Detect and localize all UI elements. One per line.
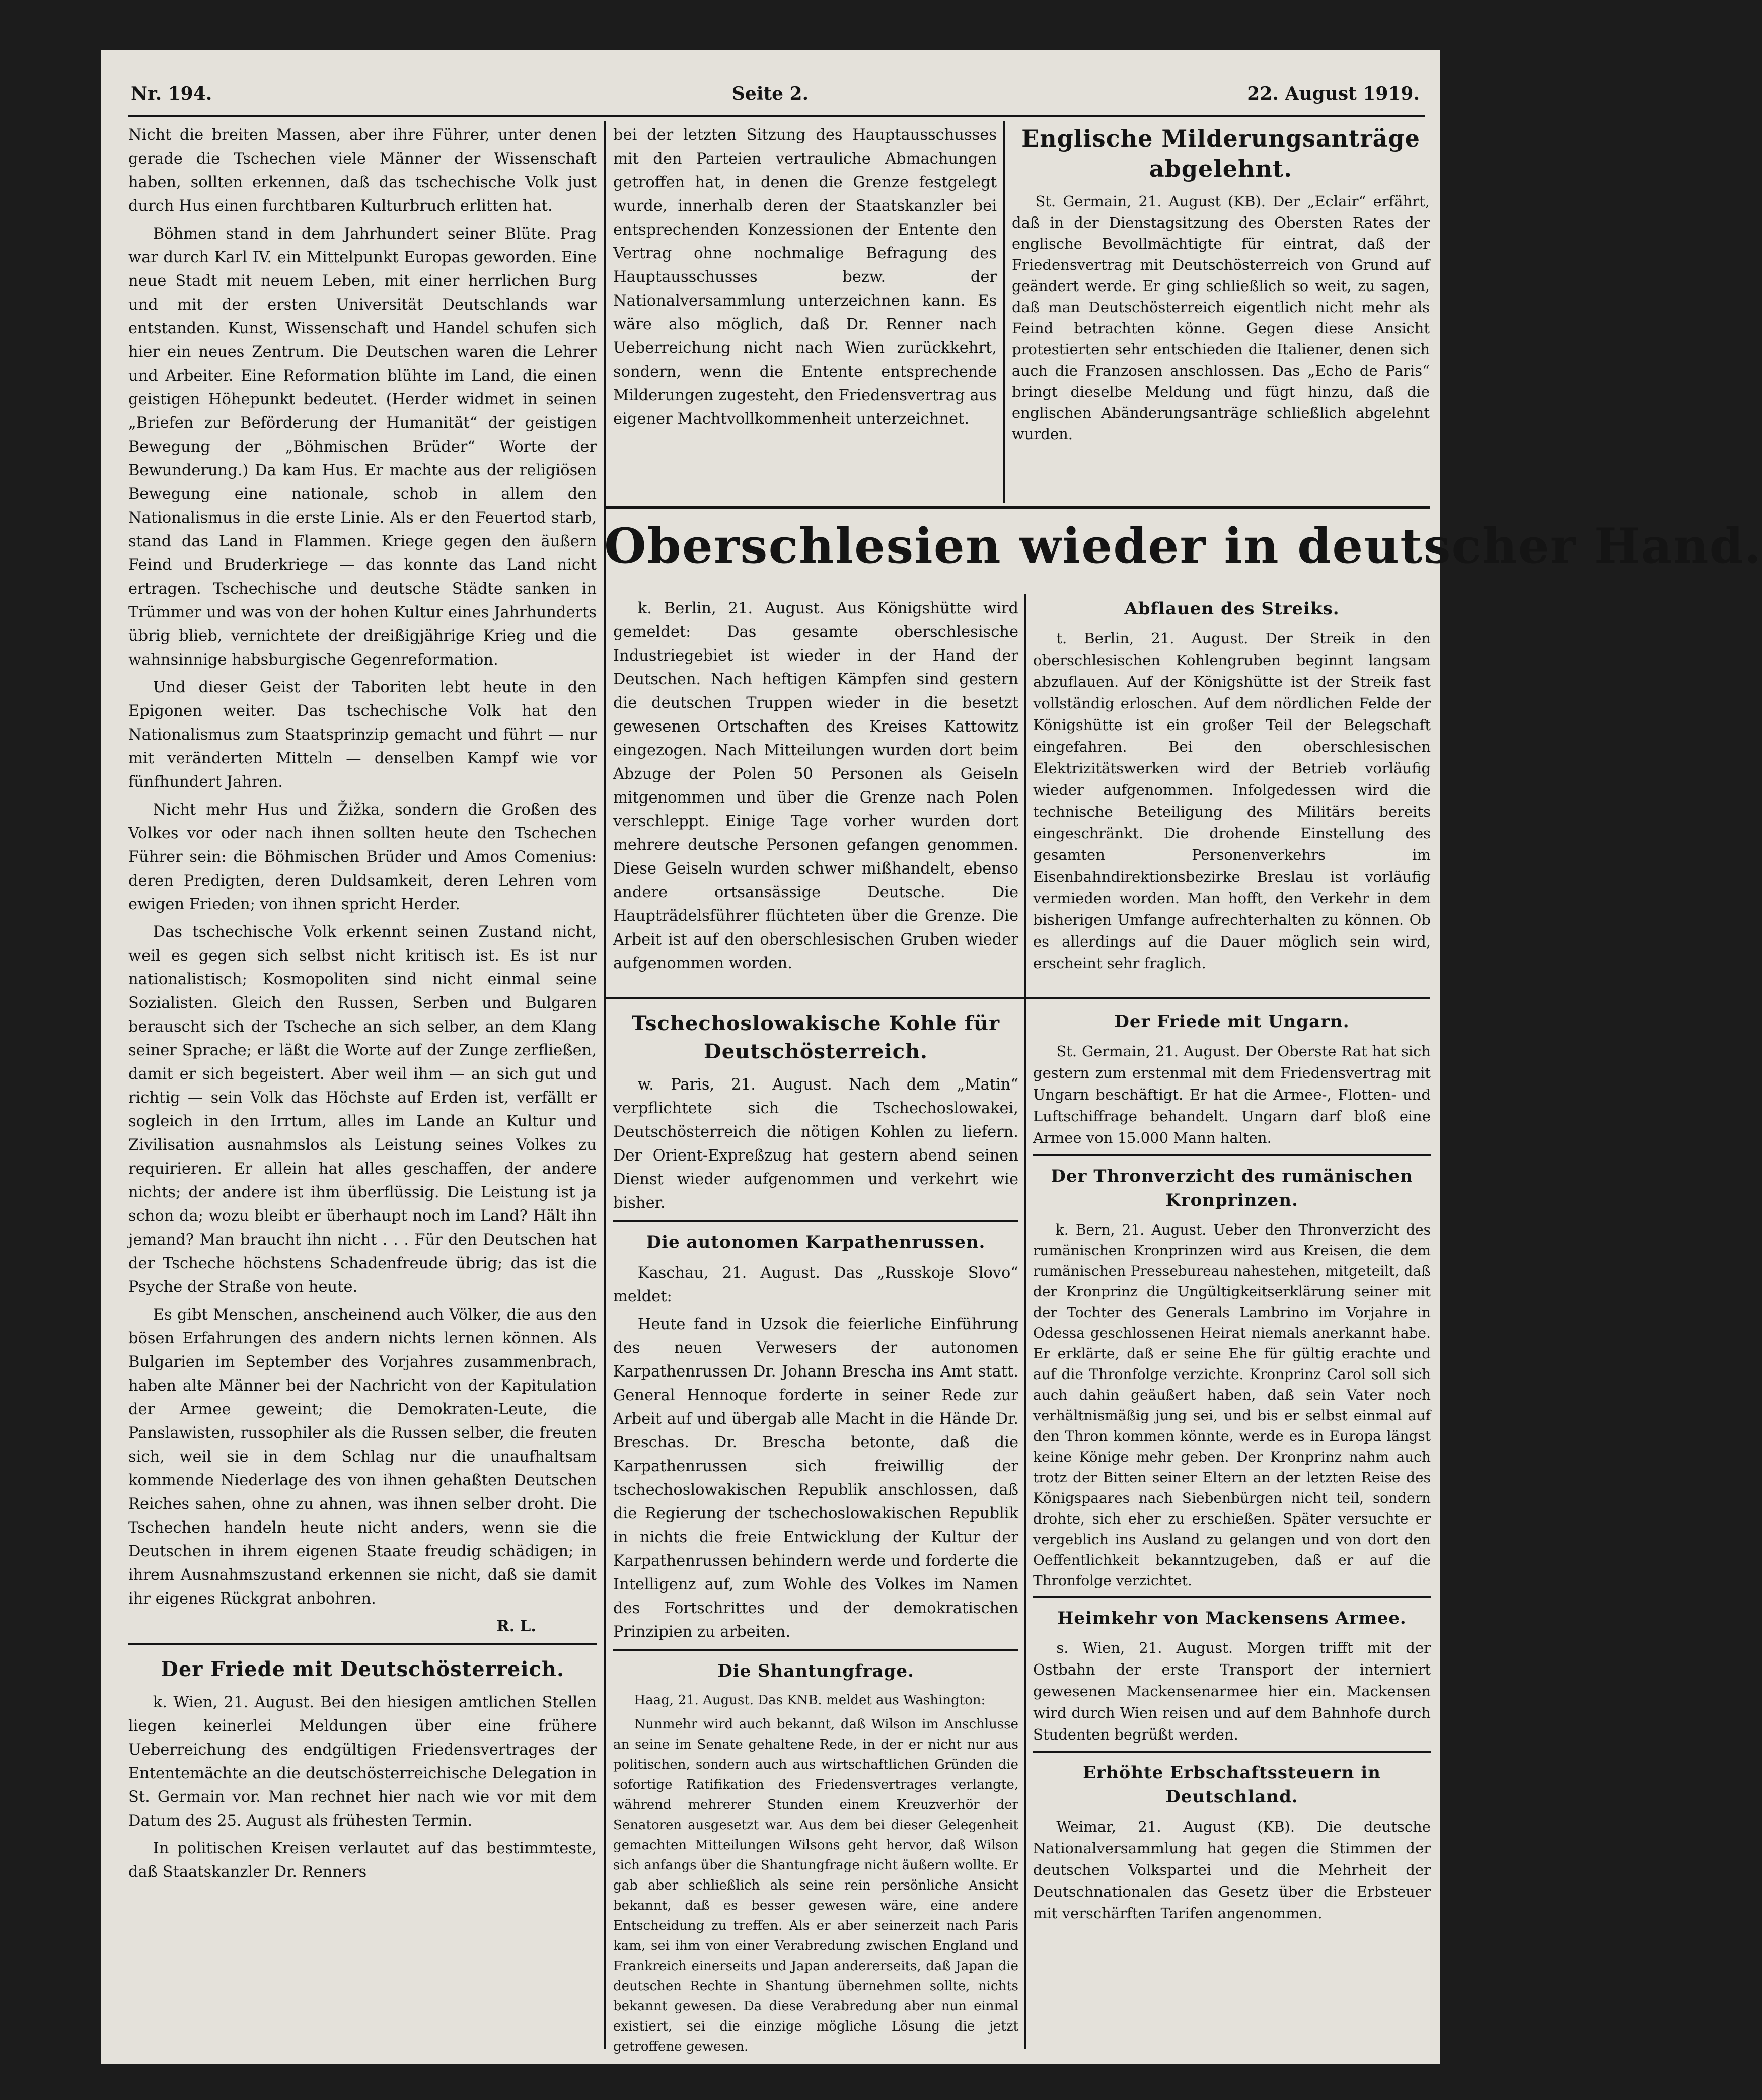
paragraph: Weimar, 21. August (KB). Die deutsche Nationalversammlung hat gegen die Stimmen der deutschen Volkspartei und die Mehrheit der Deutschnationalen das Gesetz über die Erbsteuer mit verschärften Tarifen angenommen. (1033, 1818, 1431, 1922)
article-headline: Heimkehr von Mackensens Armee. (1057, 1608, 1407, 1628)
paragraph: St. Germain, 21. August. Der Oberste Rat hat sich gestern zum erstenmal mit dem Friedensvertrag mit Ungarn beschäftigt. Er hat die Armee-, Flotten- und Luftschiffrage behandelt. Ungarn darf bloß eine Armee von 15.000 Mann halten. (1033, 1043, 1431, 1146)
article-rule (613, 1220, 1018, 1222)
paragraph: Nicht mehr Hus und Žižka, sondern die Großen des Volkes vor oder nach ihnen sollten heute den Tschechen Führer sein: die Böhmischen Brüder und Amos Comenius: deren Predigten, deren Duldsamkeit, deren Lehren vom ewigen Frieden; von ihnen spricht Herder. (128, 801, 597, 913)
column-rule-2 (1003, 121, 1005, 503)
paragraph: k. Bern, 21. August. Ueber den Thronverzicht des rumänischen Kronprinzen wird aus Kreisen, die dem rumänischen Pressebureau nahestehen, mitgeteilt, daß der Kronprinz die Ungültigkeitserklärung seiner mit der Tochter des Generals Lambrino im Vorjahre in Odessa geschlossenen Heirat niemals anerkannt habe. Er erklärte, daß er seine Ehe für gültig erachte und auf die Thronfolge verzichte. Kronprinz Carol soll sich auch dahin geäußert haben, daß sein Vater noch verhältnismäßig jung sei, und bis er selbst einmal auf den Thron kommen könnte, werde es in Europa längst keine Könige mehr geben. Der Kronprinz nahm auch trotz der Bitten seiner Eltern an der letzten Reise des Königspaares nach Siebenbürgen nicht teil, sondern drohte, sich eher zu erschießen. Später versuchte er vergeblich ins Ausland zu gelangen und von dort den Oeffentlichkeit bekanntzugeben, daß er auf die Thronfolge verzichtet. (1033, 1221, 1431, 1589)
column-right-top (1012, 123, 1430, 506)
article-headline: Englische Milderungsanträge abgelehnt. (1021, 125, 1420, 182)
paragraph: w. Paris, 21. August. Nach dem „Matin“ verpflichtete sich die Tschechoslowakei, Deutschösterreich die nötigen Kohlen zu liefern. Der Orient-Expreßzug hat gestern abend seinen Dienst wieder aufgenommen und verkehrt wie bisher. (613, 1076, 1018, 1212)
banner-rule-top (604, 506, 1430, 509)
article-headline: Die Shantungfrage. (717, 1661, 914, 1681)
article-rule (1033, 1154, 1431, 1156)
article-silesia (613, 597, 1018, 994)
issue-number: Nr. 194. (131, 83, 212, 104)
author-signature: R. L. (496, 1617, 536, 1635)
paragraph: Haag, 21. August. Das KNB. meldet aus Washington: (634, 1693, 986, 1708)
article-rule (128, 1643, 597, 1645)
article-rule (1033, 1596, 1431, 1598)
article-rule (613, 1649, 1018, 1651)
paragraph: s. Wien, 21. August. Morgen trifft mit der Ostbahn der erste Transport der interniert gewesenen Mackensenarmee hier ein. Mackensen wird durch Wien reisen und auf dem Bahnhofe durch Studenten begrüßt werden. (1033, 1639, 1431, 1743)
column-right-lower (1033, 1009, 1431, 2052)
banner-rule-bottom (604, 997, 1430, 999)
issue-date: 22. August 1919. (1247, 83, 1420, 104)
paragraph: Heute fand in Uzsok die feierliche Einführung des neuen Verwesers der autonomen Karpathenrussen Dr. Johann Brescha ins Amt statt. General Hennoque forderte in seiner Rede zur Arbeit auf und übergab alle Macht in die Hände Dr. Breschas. Dr. Brescha betonte, daß die Karpathenrussen sich freiwillig der tschechoslowakischen Republik anschlossen, daß die Regierung der tschechoslowakischen Republik in nichts die freie Entwicklung der Kultur der Karpathenrussen behindern werde und forderte die Intelligenz auf, zum Wohle des Volkes im Namen des Fortschrittes und der demokratischen Prinzipien zu arbeiten. (613, 1316, 1018, 1641)
article-headline: Erhöhte Erbschaftssteuern in Deutschland. (1083, 1763, 1381, 1807)
paragraph: Böhmen stand in dem Jahrhundert seiner Blüte. Prag war durch Karl IV. ein Mittelpunkt Europas geworden. Eine neue Stadt mit neuem Leben, mit einer herrlichen Burg und mit der ersten Universität Deutschlands war entstanden. Kunst, Wissenschaft und Handel schufen sich hier ein neues Zentrum. Die Deutschen waren die Lehrer und Arbeiter. Eine Reformation blühte im Land, die einen geistigen Höhepunkt bedeutet. (Herder widmet in seinen „Briefen zur Beförderung der Humanität“ der geistigen Bewegung der „Böhmischen Brüder“ Worte der Bewunderung.) Da kam Hus. Er machte aus der religiösen Bewegung eine nationale, schob in allem den Nationalismus in die erste Linie. Als er den Feuertod starb, stand das Land in Flammen. Kriege gegen den äußern Feind und Bruderkriege — das konnte das Land nicht ertragen. Tschechische und deutsche Städte sanken in Trümmer und was von der hohen Kultur eines Jahrhunderts übrig blieb, vernichtete der dreißigjährige Krieg und die wahnsinnige habsburgische Gegenreformation. (128, 225, 597, 669)
paragraph: bei der letzten Sitzung des Hauptausschusses mit den Parteien vertrauliche Abmachungen getroffen hat, in denen die Grenze festgelegt wurde, innerhalb deren der Staatskanzler bei entsprechenden Konzessionen der Entente den Vertrag ohne nochmalige Befragung des Hauptausschusses bezw. der Nationalversammlung unterzeichnen kann. Es wäre also möglich, daß Dr. Renner nach Ueberreichung nicht nach Wien zurückkehrt, sondern, wenn die Entente entsprechende Milderungen zugesteht, den Friedensvertrag aus eigener Machtvollkommenheit unterzeichnet. (613, 126, 997, 428)
paragraph: St. Germain, 21. August (KB). Der „Eclair“ erfährt, daß in der Dienstagsitzung des Obersten Rates der englische Bevollmächtigte für eintrat, daß der Friedensvertrag mit Deutschösterreich von Grund auf geändert werde. Er ging schließlich so weit, zu sagen, daß man Deutschösterreich eigentlich nicht mehr als Feind betrachten könne. Gegen diese Ansicht protestierten sehr entschieden die Italiener, denen sich auch die Franzosen anschlossen. Das „Echo de Paris“ bringt dieselbe Meldung und fügt hinzu, daß die englischen Abänderungsanträge schließlich abgelehnt wurden. (1012, 193, 1430, 443)
column-left (128, 123, 597, 2052)
banner-headline: Oberschlesien wieder in deutscher Hand. (604, 518, 1762, 574)
article-headline: Der Friede mit Ungarn. (1114, 1011, 1350, 1032)
paragraph: Kaschau, 21. August. Das „Russkoje Slovo“ meldet: (613, 1264, 1018, 1306)
paragraph: Es gibt Menschen, anscheinend auch Völker, die aus den bösen Erfahrungen des andern nichts lernen können. Als Bulgarien im September des Vorjahres zusammenbrach, haben alte Männer bei der Nachricht von der Kapitulation der Armee geweint; die Demokraten-Leute, die Panslawisten, russophiler als die Russen selber, die freuten sich, weil sie in dem Schlag nur die unaufhaltsam kommende Niederlage des von ihnen gehaßten Deutschen Reiches sahen, ohne zu ahnen, was ihnen selber droht. Die Tschechen handeln heute nicht anders, wenn sie die Deutschen in ihrem eigenen Staate freudig schädigen; in ihrem Ausnahmszustand erkennen sie nicht, daß sie damit ihr eigenes Rückgrat anbohren. (128, 1306, 597, 1608)
article-rule (1033, 1751, 1431, 1753)
paragraph: Das tschechische Volk erkennt seinen Zustand nicht, weil es gegen sich selbst nicht kritisch ist. Es ist nur nationalistisch; Kosmopoliten sind nicht einmal seine Sozialisten. Gleich den Russen, Serben und Bulgaren berauscht sich der Tscheche an sich selber, an dem Klang seiner Sprache; er läßt die Worte auf der Zunge zerfließen, damit er sich begeistert. Aber weil ihm — an sich gut und richtig — sein Volk das Höchste auf Erden ist, verfällt er sogleich in den Irrtum, alles im Lande an Kultur und Zivilisation ausnahmslos als Leistung seines Volkes zu requirieren. Er allein hat alles geschaffen, der andere nichts; der andere ist ihm überflüssig. Die Leistung ist ja schon da; wozu bleibt er überhaupt noch im Land? Hält ihn jemand? Man braucht ihn nicht . . . Für den Deutschen hat der Tscheche höchstens Schadenfreude übrig; das ist die Psyche der Straße von heute. (128, 923, 597, 1296)
column-rule-1 (604, 121, 606, 2049)
paragraph: Nunmehr wird auch bekannt, daß Wilson im Anschlusse an seine im Senate gehaltene Rede, in der er nicht nur aus politischen, sondern auch aus wirtschaftlichen Gründen die sofortige Ratifikation des Friedensvertrages verlangte, während mehrerer Stunden einem Kreuzverhör der Senatoren ausgesetzt war. Aus dem bei dieser Gelegenheit gemachten Mitteilungen Wilsons geht hervor, daß Wilson sich anfangs über die Shantungfrage nicht äußern wollte. Er gab aber schließlich als seine rein persönliche Ansicht bekannt, daß es besser gewesen wäre, eine andere Entscheidung zu treffen. Als er aber seinerzeit nach Paris kam, sei ihm von einer Verabredung zwischen England und Frankreich einerseits und Japan andererseits, daß Japan die deutschen Rechte in Shantung übernehmen sollte, nichts bekannt gewesen. Da diese Verabredung aber nun einmal existiert, sei die einzige mögliche Lösung die jetzt getroffene gewesen. (613, 1717, 1018, 2054)
article-headline: Tschechoslowakische Kohle für Deutschösterreich. (631, 1011, 1000, 1063)
paragraph: Nicht die breiten Massen, aber ihre Führer, unter denen gerade die Tschechen viele Männer der Wissenschaft haben, sollten erkennen, daß das tschechische Volk just durch Hus einen furchtbaren Kulturbruch erlitten hat. (128, 126, 597, 215)
paragraph: k. Wien, 21. August. Bei den hiesigen amtlichen Stellen liegen keinerlei Meldungen über eine frühere Ueberreichung des endgültigen Friedensvertrages der Ententemächte an die deutschösterreichische Delegation in St. Germain vor. Man rechnet hier nach wie vor mit dem Datum des 25. August als frühesten Termin. (128, 1694, 597, 1830)
column-rule-3 (1024, 594, 1026, 2049)
page-number: Seite 2. (731, 83, 809, 104)
header-rule (128, 115, 1425, 117)
article-headline: Die autonomen Karpathenrussen. (646, 1232, 986, 1252)
column-middle-top (613, 123, 997, 506)
article-headline: Der Thronverzicht des rumänischen Kronprinzen. (1051, 1166, 1413, 1210)
newspaper-page (101, 50, 1762, 2064)
paragraph: Und dieser Geist der Taboriten lebt heute in den Epigonen weiter. Das tschechische Volk hat den Nationalismus zum Staatsprinzip gemacht und führt — nur mit veränderten Mitteln — denselben Kampf wie vor fünfhundert Jahren. (128, 679, 597, 791)
paragraph: k. Berlin, 21. August. Aus Königshütte wird gemeldet: Das gesamte oberschlesische Industriegebiet ist wieder in der Hand der Deutschen. Nach heftigen Kämpfen sind gestern die deutschen Truppen wieder in die besetzt gewesenen Ortschaften des Kreises Kattowitz eingezogen. Nach Mitteilungen wurden dort beim Abzuge der Polen 50 Personen als Geiseln mitgenommen und über die Grenze nach Polen verschleppt. Einige Tage vorher wurden dort mehrere deutsche Personen gefangen genommen. Diese Geiseln wurden schwer mißhandelt, ebenso andere ortsansässige Deutsche. Die Haupträdelsführer flüchteten über die Grenze. Die Arbeit ist auf den oberschlesischen Gruben wieder aufgenommen worden. (613, 600, 1018, 972)
article-headline: Abflauen des Streiks. (1124, 599, 1340, 619)
article-headline: Der Friede mit Deutschösterreich. (161, 1657, 564, 1681)
column-middle-lower (613, 1009, 1018, 2052)
paragraph: t. Berlin, 21. August. Der Streik in den oberschlesischen Kohlengruben beginnt langsam abzuflauen. Auf der Königshütte ist der Streik fast vollständig erloschen. Auf dem nördlichen Felde der Königshütte ist ein großer Teil der Belegschaft eingefahren. Bei den oberschlesischen Elektrizitätswerken wird der Betrieb vorläufig wieder aufgenommen. Infolgedessen wird die technische Beteiligung des Militärs bereits eingeschränkt. Die drohende Einstellung des gesamten Personenverkehrs im Eisenbahndirektionsbezirke Breslau ist vorläufig vermieden worden. Man hofft, den Verkehr in dem bisherigen Umfange aufrechterhalten zu können. Ob es allerdings auf die Dauer möglich sein wird, erscheint sehr fraglich. (1033, 630, 1431, 972)
article-strike (1033, 597, 1431, 994)
paragraph: In politischen Kreisen verlautet auf das bestimmteste, daß Staatskanzler Dr. Renners (128, 1840, 597, 1881)
